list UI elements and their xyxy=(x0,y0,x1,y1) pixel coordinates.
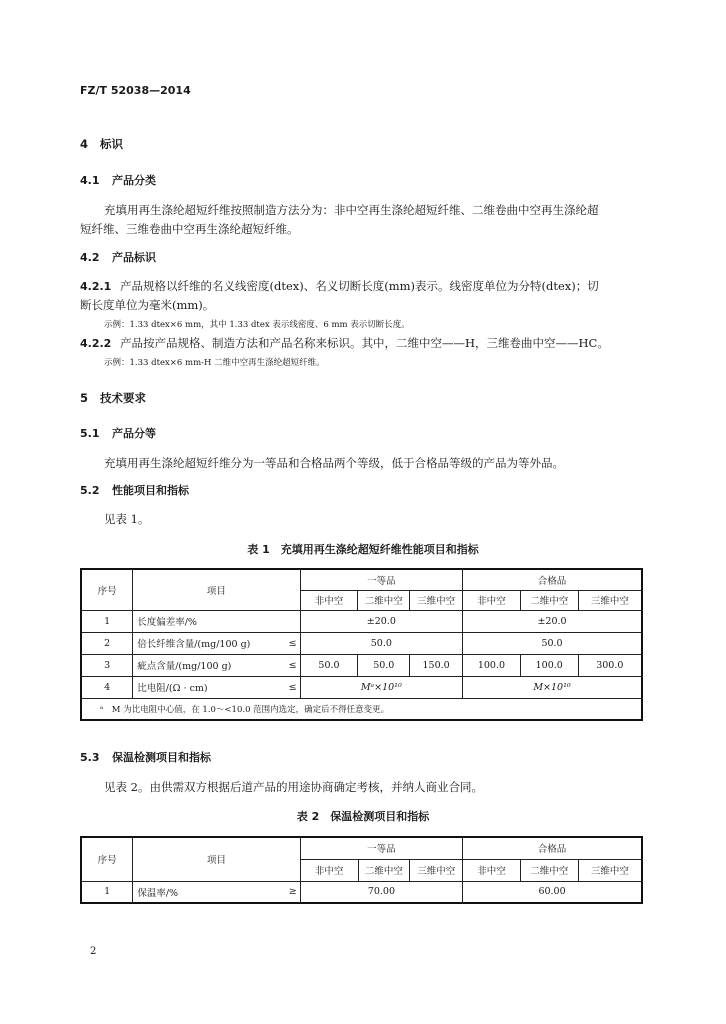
cell-item: 长度偏差率/% xyxy=(133,610,284,632)
cell-sym: ≤ xyxy=(284,654,300,676)
cell-sym: ≥ xyxy=(284,881,300,903)
paragraph-line: 充填用再生涤纶超短纤维按照制造方法分为：非中空再生涤纶超短纤维、二维卷曲中空再生涤纶超 xyxy=(104,203,599,217)
section-title: 标识 xyxy=(100,137,123,151)
section-5-2-heading xyxy=(80,482,189,498)
header-sub: 三维中空 xyxy=(410,859,463,881)
paragraph-line: 断长度单位为毫米(mm)。 xyxy=(80,298,215,312)
cell-seq: 3 xyxy=(81,654,133,676)
section-5-1-heading xyxy=(80,425,156,441)
cell-sym: ≤ xyxy=(284,676,300,698)
header-sub: 二维中空 xyxy=(520,590,578,610)
cell-seq: 1 xyxy=(81,881,133,903)
paragraph-line: 充填用再生涤纶超短纤维分为一等品和合格品两个等级，低于合格品等级的产品为等外品。 xyxy=(104,456,564,470)
header-sub: 二维中空 xyxy=(358,590,410,610)
clause-number: 4.2.2 xyxy=(80,337,112,350)
section-number: 4.2 xyxy=(80,251,100,264)
table-row xyxy=(81,610,642,632)
table-1 xyxy=(80,568,643,721)
cell-grade-1: ±20.0 xyxy=(300,610,462,632)
header-sub: 二维中空 xyxy=(358,859,410,881)
cell-value: 300.0 xyxy=(578,654,642,676)
cell-grade-1: 70.00 xyxy=(300,881,462,903)
table-row xyxy=(81,654,642,676)
standard-number: FZ/T 52038—2014 xyxy=(80,84,191,97)
cell-seq: 4 xyxy=(81,676,133,698)
header-seq: 序号 xyxy=(81,837,133,881)
paragraph-line xyxy=(80,335,609,351)
cell-grade-1: Mᵃ×10¹⁰ xyxy=(300,676,462,698)
header-sub: 非中空 xyxy=(463,590,521,610)
table-row xyxy=(81,632,642,654)
header-item: 项目 xyxy=(133,569,300,610)
cell-value: 150.0 xyxy=(410,654,463,676)
cell-value: 100.0 xyxy=(463,654,521,676)
section-4-2-heading xyxy=(80,249,156,265)
section-number: 5.3 xyxy=(80,751,100,764)
header-grade-2: 合格品 xyxy=(463,837,642,859)
paragraph-line xyxy=(80,278,599,294)
clause-text: 产品规格以纤维的名义线密度(dtex)、名义切断长度(mm)表示。线密度单位为分特(dtex)；切 xyxy=(120,279,599,293)
table-row xyxy=(81,676,642,698)
section-title: 保温检测项目和指标 xyxy=(112,751,211,764)
clause-number: 4.2.1 xyxy=(80,280,112,293)
header-sub: 非中空 xyxy=(300,590,358,610)
table-footnote xyxy=(81,698,642,720)
paragraph-line: 短纤维、三维卷曲中空再生涤纶超短纤维。 xyxy=(80,222,299,236)
cell-value: 50.0 xyxy=(300,654,358,676)
section-4-heading xyxy=(80,136,123,152)
header-item: 项目 xyxy=(133,837,300,881)
section-number: 4 xyxy=(80,137,89,151)
section-5-3-heading xyxy=(80,749,211,765)
header-sub: 三维中空 xyxy=(410,590,463,610)
cell-item: 保温率/% xyxy=(133,881,284,903)
cell-grade-2: ±20.0 xyxy=(463,610,642,632)
cell-sym: ≤ xyxy=(284,632,300,654)
table-2-caption: 表 2 保温检测项目和指标 xyxy=(296,810,430,823)
section-number: 5 xyxy=(80,391,89,405)
cell-item: 比电阻/(Ω · cm) xyxy=(133,676,284,698)
table-row xyxy=(81,881,642,903)
example-text: 示例：1.33 dtex×6 mm-H 二维中空再生涤纶超短纤维。 xyxy=(104,358,325,368)
header-grade-1: 一等品 xyxy=(300,837,462,859)
section-4-1-heading xyxy=(80,172,156,188)
cell-value: 100.0 xyxy=(520,654,578,676)
header-sub: 非中空 xyxy=(300,859,358,881)
cell-item: 倍长纤维含量/(mg/100 g) xyxy=(133,632,284,654)
section-number: 4.1 xyxy=(80,174,100,187)
example-text: 示例：1.33 dtex×6 mm，其中 1.33 dtex 表示线密度、6 mm 表示切断长度。 xyxy=(104,320,410,330)
paragraph-line: 见表 1。 xyxy=(104,512,150,526)
table-1-caption: 表 1 充填用再生涤纶超短纤维性能项目和指标 xyxy=(247,543,479,556)
section-title: 产品分等 xyxy=(112,427,156,440)
header-sub: 三维中空 xyxy=(578,590,642,610)
cell-grade-2: M×10¹⁰ xyxy=(463,676,642,698)
header-sub: 三维中空 xyxy=(578,859,642,881)
cell-item: 疵点含量/(mg/100 g) xyxy=(133,654,284,676)
cell-sym xyxy=(284,610,300,632)
header-sub: 二维中空 xyxy=(520,859,578,881)
cell-seq: 1 xyxy=(81,610,133,632)
section-number: 5.2 xyxy=(80,484,100,497)
clause-text: 产品按产品规格、制造方法和产品名称来标识。其中，二维中空——H，三维卷曲中空——HC。 xyxy=(120,336,609,350)
header-grade-1: 一等品 xyxy=(300,569,462,590)
cell-grade-1: 50.0 xyxy=(300,632,462,654)
paragraph-line: 见表 2。由供需双方根据后道产品的用途协商确定考核，并纳人商业合同。 xyxy=(104,780,483,794)
cell-seq: 2 xyxy=(81,632,133,654)
table-footnote-row xyxy=(81,698,642,720)
header-grade-2: 合格品 xyxy=(463,569,642,590)
section-title: 技术要求 xyxy=(100,391,146,405)
section-title: 产品分类 xyxy=(112,174,156,187)
section-5-heading xyxy=(80,390,146,406)
table-2 xyxy=(80,836,643,904)
header-sub: 非中空 xyxy=(463,859,521,881)
cell-grade-2: 50.0 xyxy=(463,632,642,654)
section-title: 性能项目和指标 xyxy=(112,484,189,497)
cell-value: 50.0 xyxy=(358,654,410,676)
cell-grade-2: 60.00 xyxy=(463,881,642,903)
header-seq: 序号 xyxy=(81,569,133,610)
section-title: 产品标识 xyxy=(112,251,156,264)
page-number: 2 xyxy=(90,946,97,957)
section-number: 5.1 xyxy=(80,427,100,440)
footnote-text: M 为比电阻中心值，在 1.0～<10.0 范围内选定，确定后不得任意变更。 xyxy=(111,704,390,715)
footnote-mark: ᵃ xyxy=(100,704,104,715)
